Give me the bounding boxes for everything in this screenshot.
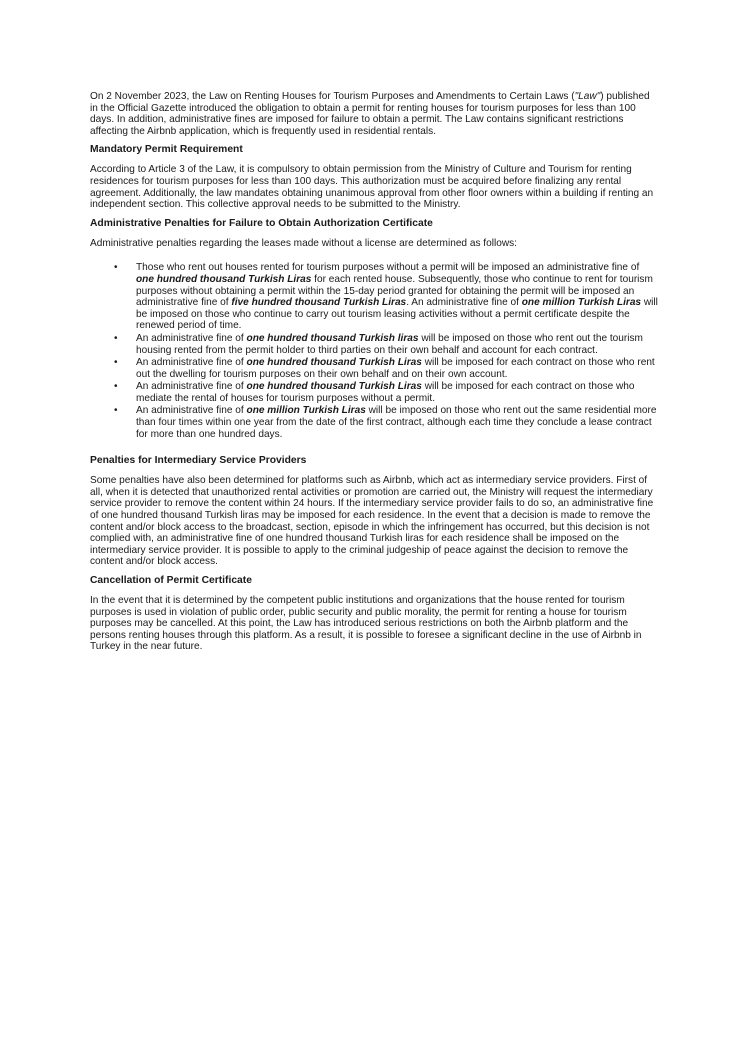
fine-amount: one hundred thousand Turkish Liras	[246, 381, 422, 393]
item-text: will be imposed on those who rent out the same residential more than four times within one year from the date of the first contract, although each time they conclude a lease contract for more than one hundred days.	[136, 405, 657, 440]
list-item	[136, 357, 660, 380]
item-text: An administrative fine of	[136, 357, 247, 369]
section-heading-intermediary: Penalties for Intermediary Service Providers	[90, 455, 307, 467]
list-item	[136, 333, 660, 356]
penalty-list	[90, 262, 660, 440]
section-heading-cancellation: Cancellation of Permit Certificate	[90, 575, 252, 586]
section-heading-penalties: Administrative Penalties for Failure to Obtain Authorization Certificate	[90, 217, 433, 229]
fine-amount: one hundred thousand Turkish Liras	[246, 357, 422, 369]
section-paragraph-penalties: Administrative penalties regarding the leases made without a license are determined as follows:	[90, 237, 517, 249]
list-item	[136, 405, 660, 440]
section-paragraph-permit: According to Article 3 of the Law, it is compulsory to obtain permission from the Ministry of Culture and Tourism for renting residences for tourism purposes for less than 100 days. This authorization must be acquired before finalizing any rental agreement. Additionally, the law mandates obtaining unanimous approval from other floor owners within a building if renting an independent section. This collective approval needs to be submitted to the Ministry.	[90, 164, 654, 211]
intro-text-cont: ) published in the Official Gazette introduced the obligation to obtain a permit for renting houses for tourism purposes for less than 100 days. In addition, administrative fines are imposed for failure to obtain a permit. The Law contains significant restrictions affecting the Airbnb application, which is frequently used in residential rentals.	[90, 91, 650, 137]
fine-amount: five hundred thousand Turkish Liras	[231, 297, 407, 309]
fine-amount: one hundred thousand Turkish Liras	[136, 273, 312, 285]
item-text: Those who rent out houses rented for tourism purposes without a permit will be imposed an administrative fine of	[136, 262, 640, 274]
item-text: . An administrative fine of	[406, 297, 522, 309]
intro-paragraph	[90, 91, 660, 137]
list-item	[136, 262, 660, 332]
item-text: will be imposed on those who rent out the tourism housing rented from the permit holder to third parties on their own behalf and account for each contract.	[136, 332, 643, 356]
item-text: An administrative fine of	[136, 332, 247, 344]
item-text: will be imposed on those who continue to carry out tourism leasing activities without a permit certificate despite the renewed period of time.	[136, 297, 658, 332]
fine-amount: one million Turkish Liras	[521, 297, 642, 309]
law-term: "Law"	[574, 91, 601, 102]
intro-text: On 2 November 2023, the Law on Renting Houses for Tourism Purposes and Amendments to Certain Laws (	[90, 91, 575, 102]
item-text: for each rented house. Subsequently, those who continue to rent for tourism purposes without obtaining a permit within the 15-day period granted for obtaining the permit will be imposed an administrative fine of	[136, 273, 653, 309]
fine-amount: one hundred thousand Turkish liras	[246, 332, 419, 344]
item-text: An administrative fine of	[136, 381, 247, 393]
section-heading-permit: Mandatory Permit Requirement	[90, 144, 243, 156]
item-text: will be imposed for each contract on those who mediate the rental of houses for tourism purposes without a permit.	[136, 381, 635, 404]
fine-amount: one million Turkish Liras	[246, 405, 366, 417]
document-body	[90, 91, 660, 660]
item-text: An administrative fine of	[136, 405, 247, 417]
section-paragraph-cancellation: In the event that it is determined by the competent public institutions and organizations that the house rented for tourism purposes is used in violation of public order, public security and public morality, the permit for renting a house for tourism purposes may be cancelled. At this point, the Law has introduced serious restrictions on both the Airbnb platform and the persons renting houses through this platform. As a result, it is possible to foresee a significant decline in the use of Airbnb in Turkey in the near future.	[90, 595, 642, 653]
item-text: will be imposed for each contract on those who rent out the dwelling for tourism purposes on their own behalf and on their own account.	[136, 357, 655, 380]
section-paragraph-intermediary: Some penalties have also been determined for platforms such as Airbnb, which act as intermediary service providers. First of all, when it is detected that unauthorized rental activities or promotion are carried out, the Ministry will request the intermediary service provider to remove the content within 24 hours. If the intermediary service provider fails to do so, an administrative fine of one hundred thousand Turkish liras may be imposed for each residence. In the event that a decision is made to remove the content and/or block access to the broadcast, section, episode in which the infringement has occurred, but this decision is not complied with, an administrative fine of one hundred thousand Turkish liras for each residence shall be imposed on the intermediary service provider. It is possible to apply to the criminal judgeship of peace against the decision to remove the content and/or block access.	[90, 475, 654, 568]
list-item	[136, 381, 660, 404]
